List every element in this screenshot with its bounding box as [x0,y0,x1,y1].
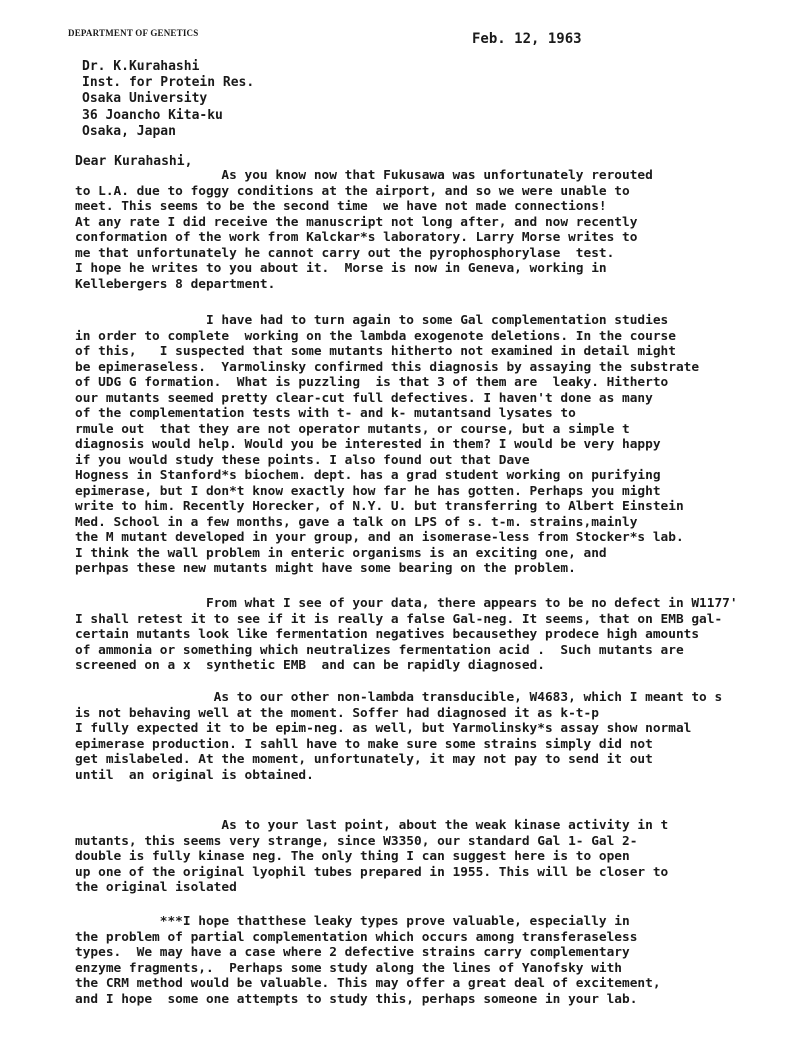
letter-line: me that unfortunately he cannot carry out the pyrophosphorylase test. [75,245,615,261]
letter-line: up one of the original lyophil tubes prepared in 1955. This will be closer to [75,864,669,880]
letter-line: the CRM method would be valuable. This may offer a great deal of excitement, [75,976,661,991]
paragraph-kinase [75,818,668,896]
letter-line: I hope he writes to you about it. Morse is now in Geneva, working in [75,261,607,276]
letter-line: I have had to turn again to some Gal complementation studies [75,313,669,328]
paragraph-w1177 [75,596,738,674]
letter-line: At any rate I did receive the manuscript not long after, and now recently [75,214,638,230]
address-line: 36 Joancho Kita-ku [82,107,223,123]
recipient-address [82,59,254,140]
letter-line: of UDG G formation. What is puzzling is that 3 of them are leaky. Hitherto [75,375,669,390]
letter-line: to L.A. due to foggy conditions at the airport, and so we were unable to [75,183,630,199]
letter-line: is not behaving well at the moment. Soffer had diagnosed it as k-t-p [75,705,599,721]
paragraph-complementation [75,313,699,577]
letter-line: perhpas these new mutants might have some bearing on the problem. [75,561,576,576]
letter-line: I fully expected it to be epim-neg. as well, but Yarmolinsky*s assay show normal [75,721,692,736]
letter-line: if you would study these points. I also found out that Dave [75,452,530,468]
letter-line: of the complementation tests with t- and k- mutantsand lysates to [75,406,576,421]
letter-line: Med. School in a few months, gave a talk on LPS of s. t-m. strains,mainly [75,514,638,530]
letter-line: enzyme fragments,. Perhaps some study along the lines of Yanofsky with [75,960,623,976]
letter-line: As you know now that Fukusawa was unfortunately rerouted [75,168,653,183]
letter-line: certain mutants look like fermentation negatives becausethey prodece high amounts [75,627,700,642]
letter-line: of ammonia or something which neutralizes fermentation acid . Such mutants are [75,642,684,658]
letter-line: Kellebergers 8 department. [75,276,276,292]
salutation: Dear Kurahashi, [75,154,193,169]
letter-line: rmule out that they are not operator mutants, or course, but a simple t [75,421,630,437]
letter-line: the M mutant developed in your group, and an isomerase-less from Stocker*s lab. [75,530,684,545]
letter-line: get mislabeled. At the moment, unfortunately, it may not pay to send it out [75,752,653,767]
address-line: Osaka University [82,91,208,107]
letter-line: our mutants seemed pretty clear-cut full defectives. I haven't done as many [75,390,653,406]
letter-line: From what I see of your data, there appears to be no defect in W1177' [75,596,738,611]
letter-line: screened on a x synthetic EMB and can be rapidly diagnosed. [75,658,545,673]
letter-date: Feb. 12, 1963 [472,31,582,47]
letter-line: in order to complete working on the lambda exogenote deletions. In the course [75,328,676,344]
letter-line: meet. This seems to be the second time we have not made connections! [75,199,607,214]
paragraph-fukusawa [75,168,653,292]
letter-line: the original isolated [75,880,237,895]
letter-line: I shall retest it to see if it is really a false Gal-neg. It seems, that on EMB gal- [75,611,723,627]
letter-line: I think the wall problem in enteric organisms is an exciting one, and [75,545,607,561]
letter-line: mutants, this seems very strange, since W3350, our standard Gal 1- Gal 2- [75,833,638,849]
letter-line: until an original is obtained. [75,767,314,783]
letterhead-department: DEPARTMENT OF GENETICS [68,28,199,38]
letter-line: of this, I suspected that some mutants hitherto not examined in detail might [75,344,676,359]
letter-line: be epimeraseless. Yarmolinsky confirmed this diagnosis by assaying the substrate [75,359,700,375]
paragraph-leaky-types [75,914,661,1007]
letter-line: the problem of partial complementation which occurs among transferaseless [75,929,638,945]
letter-line: epimerase production. I sahll have to make sure some strains simply did not [75,736,653,752]
letter-line: Hogness in Stanford*s biochem. dept. has a grad student working on purifying [75,468,661,483]
letter-line: conformation of the work from Kalckar*s laboratory. Larry Morse writes to [75,230,638,245]
letter-line: diagnosis would help. Would you be interested in them? I would be very happy [75,437,661,452]
address-line: Dr. K.Kurahashi [82,59,200,74]
letter-line: types. We may have a case where 2 defective strains carry complementary [75,945,630,960]
letter-line: As to your last point, about the weak kinase activity in t [75,818,669,833]
letter-line: ***I hope thatthese leaky types prove valuable, especially in [75,914,630,929]
address-line: Inst. for Protein Res. [82,75,255,91]
letter-line: double is fully kinase neg. The only thing I can suggest here is to open [75,849,630,864]
letter-line: write to him. Recently Horecker, of N.Y. U. but transferring to Albert Einstein [75,499,684,514]
paragraph-w4683 [75,690,722,783]
address-line: Osaka, Japan [82,123,176,139]
letter-line: epimerase, but I don*t know exactly how far he has gotten. Perhaps you might [75,483,661,499]
letter-line: As to our other non-lambda transducible, W4683, which I meant to s [75,690,723,705]
letter-line: and I hope some one attempts to study this, perhaps someone in your lab. [75,991,638,1007]
